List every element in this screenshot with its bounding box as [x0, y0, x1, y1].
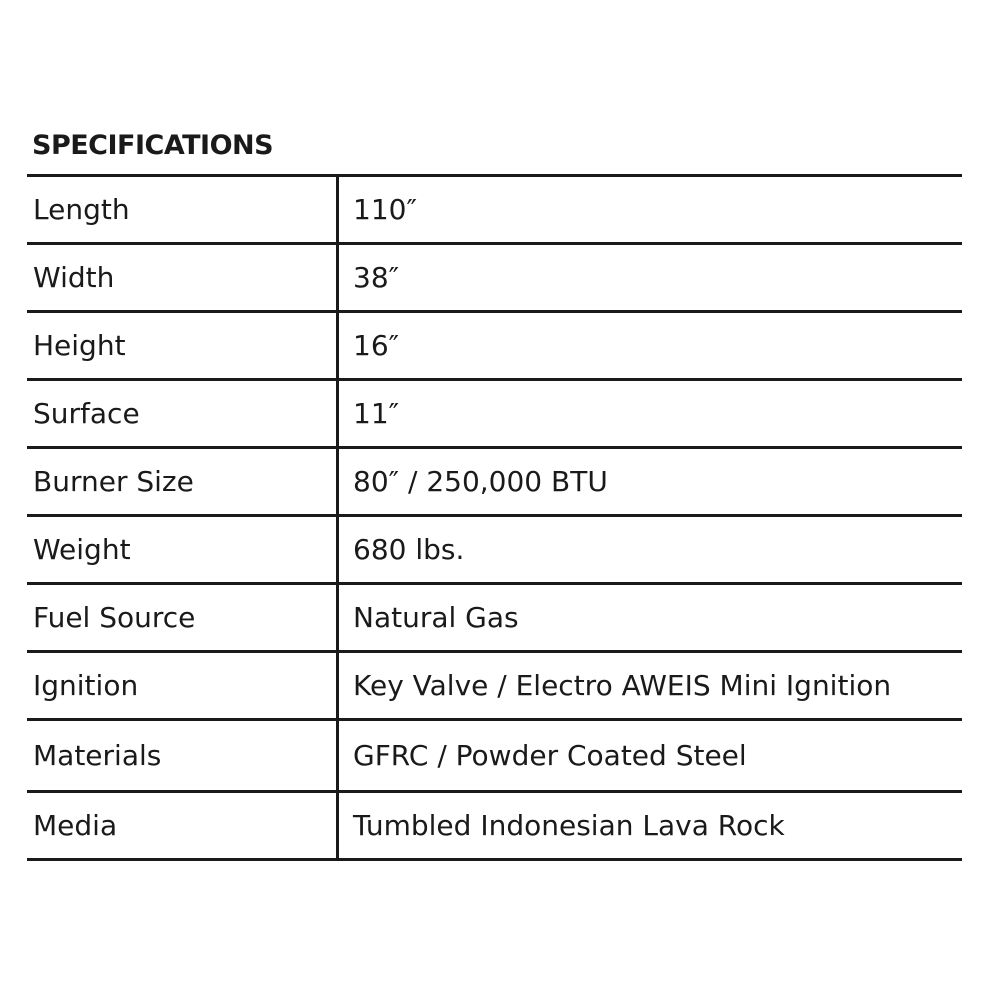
table-row [27, 585, 962, 653]
spec-label: Media [27, 793, 339, 858]
table-row [27, 721, 962, 793]
specifications-table [27, 174, 962, 861]
spec-value: GFRC / Powder Coated Steel [353, 739, 747, 772]
table-row [27, 177, 962, 245]
spec-label: Fuel Source [27, 585, 339, 650]
spec-value: 11″ [353, 397, 400, 430]
table-row [27, 793, 962, 861]
spec-value: 16″ [353, 329, 400, 362]
spec-value: 80″ / 250,000 BTU [353, 465, 608, 498]
spec-label: Weight [27, 517, 339, 582]
spec-value: Natural Gas [353, 601, 519, 634]
spec-label: Length [27, 177, 339, 242]
spec-value: Key Valve / Electro AWEIS Mini Ignition [353, 669, 892, 702]
spec-value: 680 lbs. [353, 533, 465, 566]
spec-label: Burner Size [27, 449, 339, 514]
spec-label: Surface [27, 381, 339, 446]
spec-label: Height [27, 313, 339, 378]
table-row [27, 245, 962, 313]
spec-label: Ignition [27, 653, 339, 718]
spec-label: Width [27, 245, 339, 310]
specifications-title: SPECIFICATIONS [32, 130, 274, 161]
table-row [27, 449, 962, 517]
spec-value: 110″ [353, 193, 417, 226]
table-row [27, 653, 962, 721]
spec-value: Tumbled Indonesian Lava Rock [353, 809, 785, 842]
spec-label: Materials [27, 721, 339, 790]
table-row [27, 313, 962, 381]
spec-value: 38″ [353, 261, 400, 294]
table-row [27, 381, 962, 449]
table-row [27, 517, 962, 585]
